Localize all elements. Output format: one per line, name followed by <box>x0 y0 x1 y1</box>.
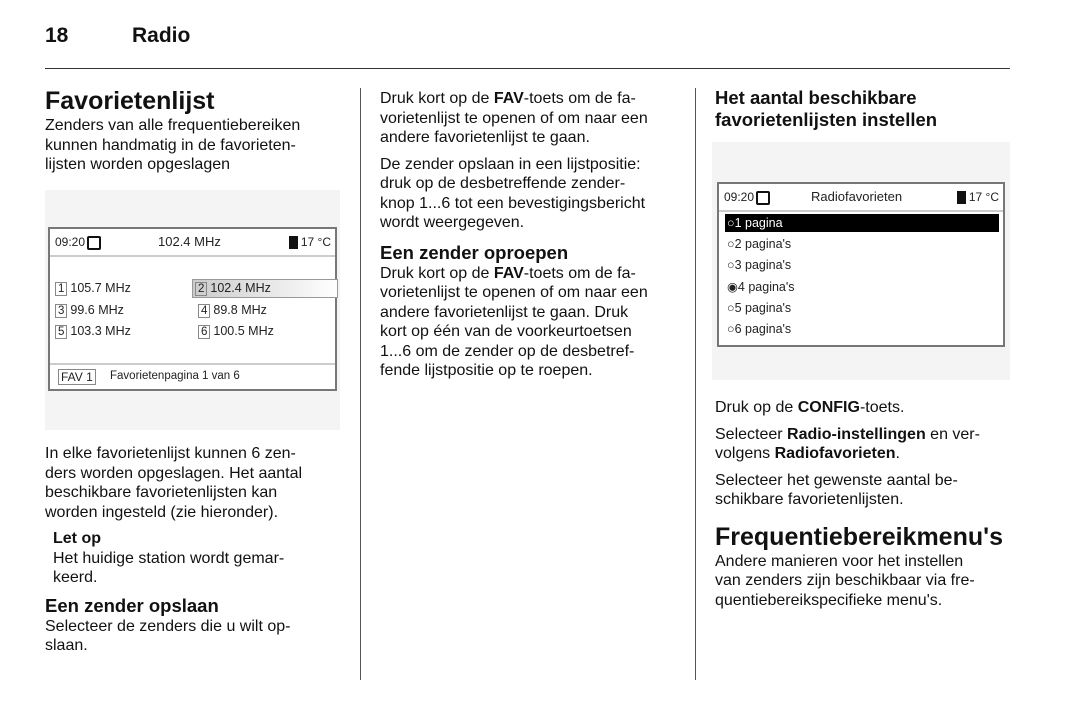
column-divider <box>695 88 696 680</box>
fav-page-text: Favorietenpagina 1 van 6 <box>110 370 240 382</box>
status-bar <box>719 184 1003 212</box>
radiofavorieten-figure <box>712 142 1010 380</box>
heading-favorietenlijst: Favorietenlijst <box>45 87 215 115</box>
screen-title: Radiofavorieten <box>811 189 903 204</box>
column-divider <box>360 88 361 680</box>
column-2 <box>380 89 680 388</box>
clock-icon <box>87 236 101 250</box>
thermometer-icon <box>289 236 298 249</box>
heading-zender-opslaan: Een zender opslaan <box>45 594 219 616</box>
intro-text: Zenders van alle frequentiebereiken kunnen handmatig in de favorieten- lijsten worden opgeslagen <box>45 117 301 173</box>
radio-display <box>48 227 337 391</box>
note-text: Het huidige station wordt gemar- keerd. <box>53 549 285 586</box>
option-6-paginas[interactable]: ○6 pagina's <box>727 322 792 336</box>
column-3 <box>715 87 1015 131</box>
paragraph: Selecteer de zenders die u wilt op- slaan. <box>45 617 291 654</box>
preset-1[interactable]: 1 105.7 MHz <box>55 281 131 296</box>
preset-5[interactable]: 5 103.3 MHz <box>55 324 131 339</box>
option-2-paginas[interactable]: ○2 pagina's <box>727 237 792 251</box>
status-bar <box>50 229 335 257</box>
time: 09:20 <box>55 235 86 249</box>
header-rule <box>45 68 1010 69</box>
heading-frequentiebereikmenus: Frequentiebereikmenu's <box>715 522 1003 551</box>
option-3-paginas[interactable]: ○3 pagina's <box>727 258 792 272</box>
preset-3[interactable]: 3 99.6 MHz <box>55 303 124 318</box>
preset-4[interactable]: 4 89.8 MHz <box>198 303 267 318</box>
temperature: 17 °C <box>300 235 331 249</box>
screen-title: 102.4 MHz <box>158 234 221 249</box>
paragraph: Selecteer het gewenste aantal be- schikbare favorietenlijsten. <box>715 471 958 508</box>
option-5-paginas[interactable]: ○5 pagina's <box>727 301 792 315</box>
option-4-paginas-checked[interactable]: ◉4 pagina's <box>727 280 795 294</box>
screen-footer <box>50 363 335 389</box>
preset-6[interactable]: 6 100.5 MHz <box>198 324 274 339</box>
paragraph: De zender opslaan in een lijstpositie: druk op de desbetreffende zender- knop 1...6 tot een bevestigingsbericht wordt weergegeven. <box>380 155 646 231</box>
paragraph: Selecteer Radio-instellingen en ver- volgens Radiofavorieten. <box>715 425 980 462</box>
paragraph: Druk op de CONFIG-toets. <box>715 399 905 416</box>
clock-icon <box>756 191 770 205</box>
paragraph: Andere manieren voor het instellen van zenders zijn beschikbaar via fre- quentiebereikspecifieke menu's. <box>715 552 975 609</box>
thermometer-icon <box>957 191 966 204</box>
time: 09:20 <box>724 190 755 204</box>
radio-screen-figure <box>45 190 340 430</box>
preset-2-selected[interactable]: 2 102.4 MHz <box>192 279 338 298</box>
heading-aantal-lijsten: Het aantal beschikbare favorietenlijsten instellen <box>715 87 938 130</box>
column-1-lower <box>45 444 345 663</box>
note-title: Let op <box>53 530 101 547</box>
temperature: 17 °C <box>968 190 999 204</box>
radio-display <box>717 182 1005 347</box>
paragraph: Druk kort op de FAV-toets om de fa- vorietenlijst te openen of om naar een andere favorietenlijst te gaan. Druk kort op één van de voorkeurtoetsen 1...6 om de zender op de desbetref- fende lijstpositie op te roepen. <box>380 264 648 379</box>
paragraph: Druk kort op de FAV-toets om de fa- vorietenlijst te openen of om naar een andere favorietenlijst te gaan. <box>380 90 648 146</box>
fav-label: FAV 1 <box>58 369 96 385</box>
paragraph: In elke favorietenlijst kunnen 6 zen- ders worden opgeslagen. Het aantal beschikbare favorietenlijsten kan worden ingesteld (zie hieronder). <box>45 445 303 521</box>
section-title: Radio <box>132 24 191 47</box>
page-number: 18 <box>45 24 69 47</box>
option-1-pagina[interactable]: ○1 pagina <box>725 214 999 232</box>
column-1 <box>45 86 345 182</box>
column-3-lower <box>715 398 1015 617</box>
heading-zender-oproepen: Een zender oproepen <box>380 241 569 263</box>
